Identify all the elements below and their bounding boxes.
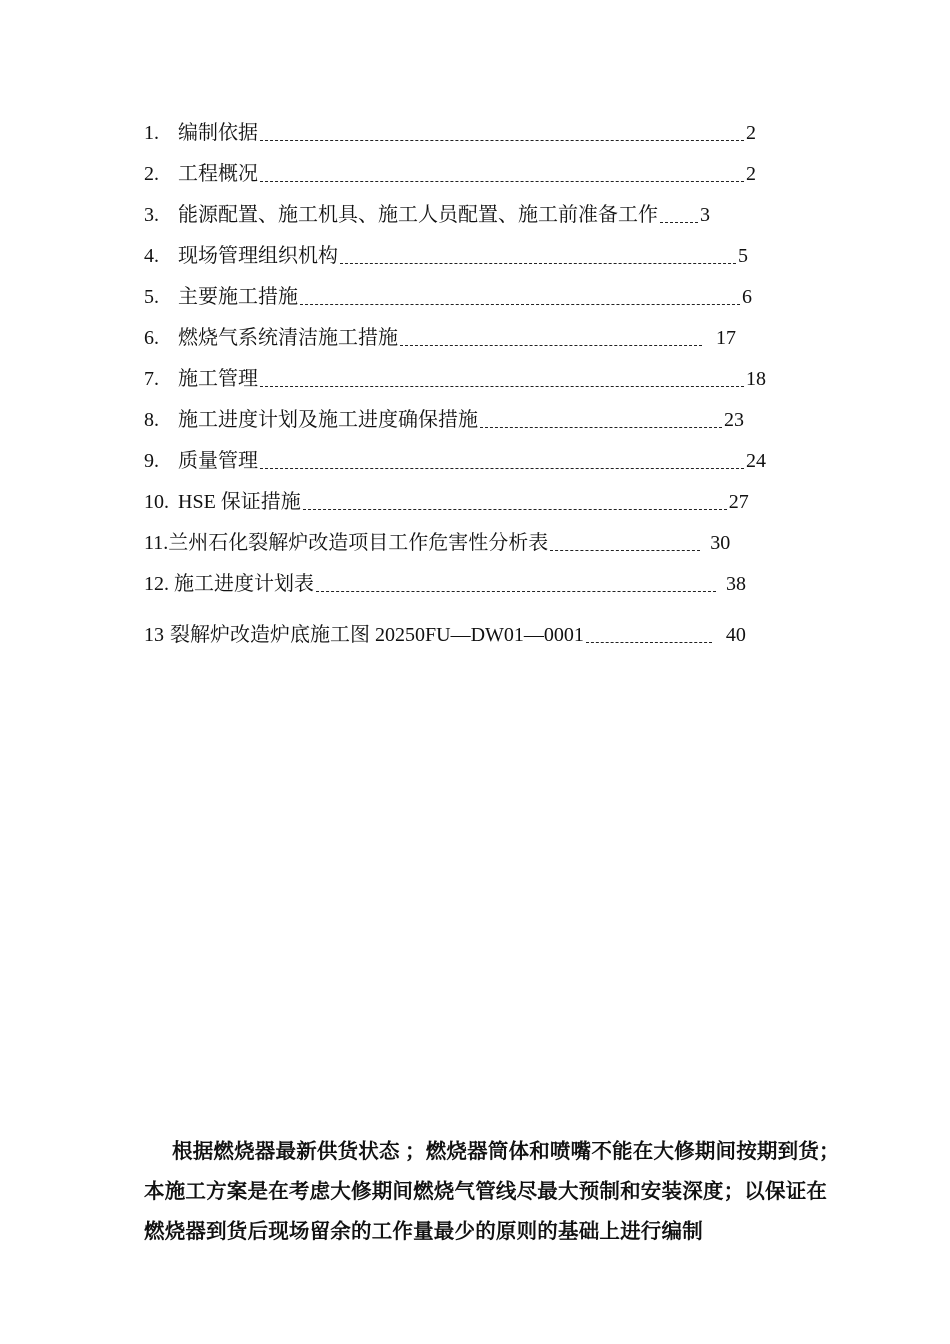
toc-number: 5. bbox=[144, 285, 159, 308]
toc-entry-1[interactable] bbox=[144, 112, 804, 153]
toc-page-number: 17 bbox=[716, 326, 736, 349]
toc-leader bbox=[586, 641, 712, 643]
toc-title: 施工进度计划表 bbox=[174, 572, 314, 595]
toc-page-number: 40 bbox=[725, 623, 746, 646]
toc-title: HSE 保证措施 bbox=[178, 490, 301, 513]
toc-title: 裂解炉改造炉底施工图 20250FU—DW01—0001 bbox=[170, 623, 584, 646]
toc-entry-10[interactable] bbox=[144, 481, 804, 522]
toc-leader bbox=[300, 303, 740, 305]
toc-number: 6. bbox=[144, 326, 159, 349]
toc-page-number: 6 bbox=[742, 285, 752, 308]
toc-leader bbox=[260, 385, 744, 387]
intro-paragraph bbox=[144, 1132, 844, 1252]
toc-leader bbox=[303, 508, 727, 510]
toc-leader bbox=[480, 426, 722, 428]
toc-title: 施工进度计划及施工进度确保措施 bbox=[178, 408, 478, 431]
toc-entry-4[interactable] bbox=[144, 235, 804, 276]
toc-number: 10. bbox=[144, 490, 169, 513]
paragraph-text: 根据燃烧器最新供货状态 ；燃烧器筒体和喷嘴不能在大修期间按期到货；本施工方案是在考虑大修期间燃烧气管线尽最大预制和安装深度；以保证在燃烧器到货后现场留余的工作量最少的原则的基础上进行编制 bbox=[144, 1141, 840, 1243]
toc-title: 燃烧气系统清洁施工措施 bbox=[178, 326, 398, 349]
toc-page-number: 2 bbox=[746, 162, 756, 185]
table-of-contents bbox=[144, 112, 804, 655]
toc-page-number: 38 bbox=[726, 572, 746, 595]
toc-title: 质量管理 bbox=[178, 449, 258, 472]
toc-number: 2. bbox=[144, 162, 159, 185]
toc-page-number: 5 bbox=[738, 244, 748, 267]
toc-entry-6[interactable] bbox=[144, 317, 804, 358]
toc-number: 7. bbox=[144, 367, 159, 390]
toc-leader bbox=[260, 467, 744, 469]
toc-leader bbox=[400, 344, 702, 346]
toc-number: 11. bbox=[144, 531, 169, 554]
toc-page-number: 27 bbox=[728, 490, 749, 513]
toc-entry-8[interactable] bbox=[144, 399, 804, 440]
toc-entry-11[interactable] bbox=[144, 522, 804, 563]
toc-title: 能源配置、施工机具、施工人员配置、施工前准备工作 bbox=[178, 203, 658, 226]
toc-leader bbox=[260, 180, 744, 182]
toc-page-number: 3 bbox=[700, 203, 710, 226]
toc-title: 主要施工措施 bbox=[178, 285, 298, 308]
toc-number: 12. bbox=[144, 572, 169, 595]
toc-number: 4. bbox=[144, 244, 159, 267]
toc-page-number: 2 bbox=[746, 121, 756, 144]
toc-leader bbox=[260, 139, 744, 141]
toc-number: 1. bbox=[144, 121, 159, 144]
toc-number: 9. bbox=[144, 449, 159, 472]
toc-entry-3[interactable] bbox=[144, 194, 804, 235]
toc-entry-7[interactable] bbox=[144, 358, 804, 399]
toc-leader bbox=[316, 590, 716, 592]
toc-number: 8. bbox=[144, 408, 159, 431]
toc-title: 编制依据 bbox=[178, 121, 258, 144]
toc-page-number: 24 bbox=[746, 449, 766, 472]
toc-entry-9[interactable] bbox=[144, 440, 804, 481]
toc-leader bbox=[550, 549, 700, 551]
toc-entry-12[interactable] bbox=[144, 563, 804, 604]
toc-leader bbox=[660, 221, 698, 223]
toc-entry-5[interactable] bbox=[144, 276, 804, 317]
toc-number: 3. bbox=[144, 203, 159, 226]
toc-number: 13 bbox=[144, 623, 164, 646]
toc-title: 工程概况 bbox=[178, 162, 258, 185]
toc-leader bbox=[340, 262, 736, 264]
toc-entry-2[interactable] bbox=[144, 153, 804, 194]
toc-title: 施工管理 bbox=[178, 367, 258, 390]
toc-page-number: 30 bbox=[710, 531, 731, 554]
toc-page-number: 23 bbox=[724, 408, 744, 431]
toc-entry-13[interactable] bbox=[144, 614, 804, 655]
toc-page-number: 18 bbox=[746, 367, 766, 390]
toc-title: 兰州石化裂解炉改造项目工作危害性分析表 bbox=[168, 531, 549, 554]
toc-title: 现场管理组织机构 bbox=[178, 244, 338, 267]
